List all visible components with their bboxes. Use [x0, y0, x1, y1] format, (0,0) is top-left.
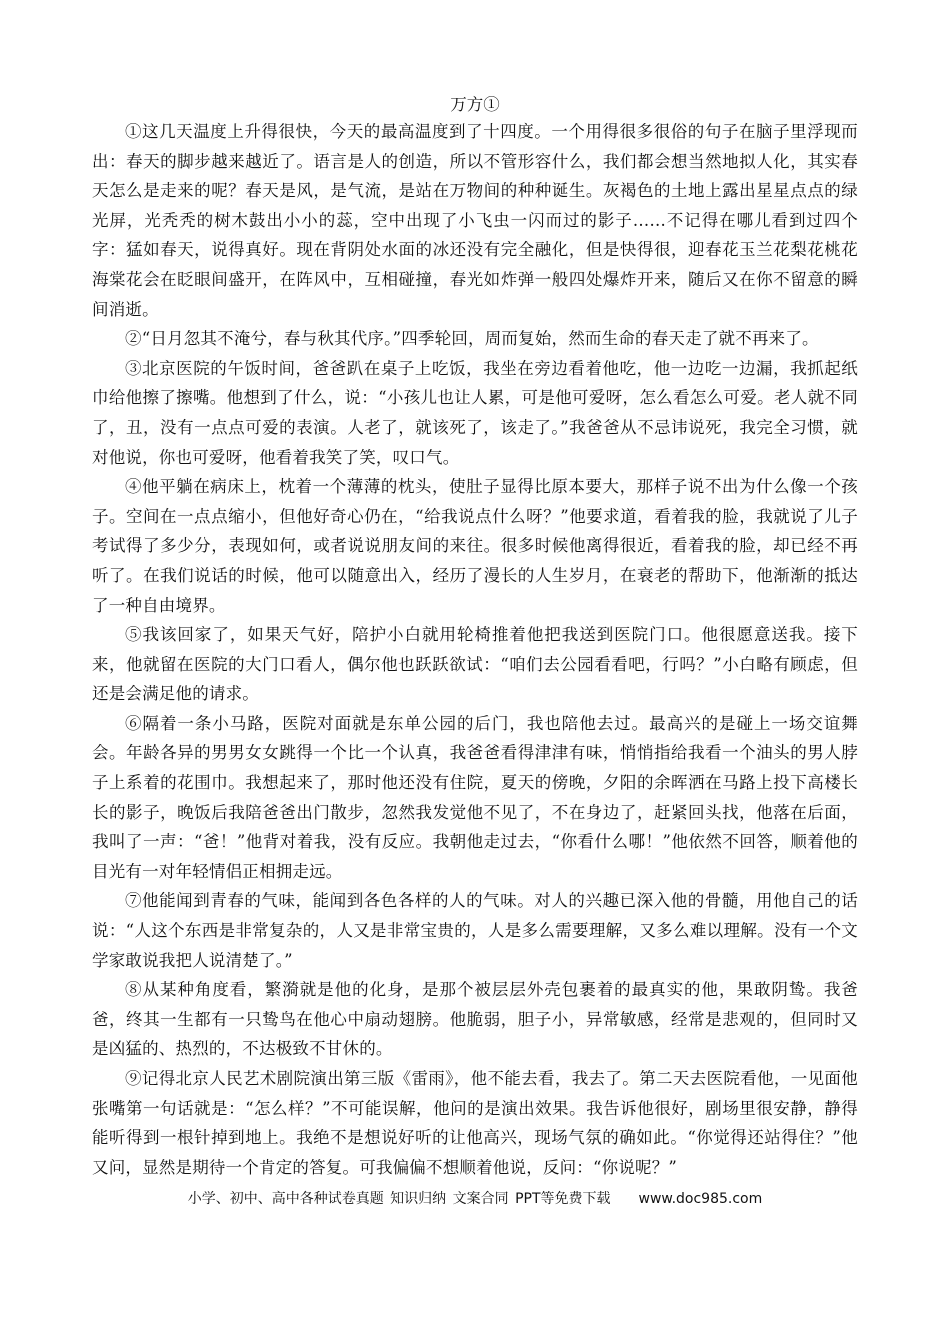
paragraph-4: ④他平躺在病床上，枕着一个薄薄的枕头，使肚子显得比原本要大，那样子说不出为什么像一个孩子。空间在一点点缩小，但他好奇心仍在，“给我说点什么呀？”他要求道，看着我的脸，我就说了儿子考试得了多少分，表现如何，或者说说朋友间的来往。很多时候他离得很近，看着我的脸，却已经不再听了。在我们说话的时候，他可以随意出入，经历了漫长的人生岁月，在衰老的帮助下，他渐渐的抵达了一种自由境界。	[92, 477, 858, 615]
paragraph-9: ⑨记得北京人民艺术剧院演出第三版《雷雨》，他不能去看，我去了。第二天去医院看他，一见面他张嘴第一句话就是：“怎么样？”不可能误解，他问的是演出效果。我告诉他很好，剧场里很安静，静得能听得到一根针掉到地上。我绝不是想说好听的让他高兴，现场气氛的确如此。“你觉得还站得住？”他又问，显然是期待一个肯定的答复。可我偏偏不想顺着他说，反问：“你说呢？”	[92, 1069, 858, 1177]
page-footer	[0, 1188, 950, 1210]
paragraph-7: ⑦他能闻到青春的气味，能闻到各色各样的人的气味。对人的兴趣已深入他的骨髓，用他自己的话说：“人这个东西是非常复杂的，人又是非常宝贵的，人是多么需要理解，又多么难以理解。没有一个文学家敢说我把人说清楚了。”	[92, 891, 858, 970]
article-body	[92, 117, 858, 1182]
paragraph-6: ⑥隔着一条小马路，医院对面就是东单公园的后门，我也陪他去过。最高兴的是碰上一场交谊舞会。年龄各异的男男女女跳得一个比一个认真，我爸爸看得津津有味，悄悄指给我看一个油头的男人脖子上系着的花围巾。我想起来了，那时他还没有住院，夏天的傍晚，夕阳的余晖洒在马路上投下高楼长长的影子，晚饭后我陪爸爸出门散步，忽然我发觉他不见了，不在身边了，赶紧回头找，他落在后面，我叫了一声：“爸！”他背对着我，没有反应。我朝他走过去，“你看什么哪！”他依然不回答，顺着他的目光有一对年轻情侣正相拥走远。	[92, 713, 858, 881]
article-title: 万方①	[450, 95, 500, 114]
paragraph-1: ①这几天温度上升得很快，今天的最高温度到了十四度。一个用得很多很俗的句子在脑子里浮现而出：春天的脚步越来越近了。语言是人的创造，所以不管形容什么，我们都会想当然地拟人化，其实春天怎么是走来的呢？春天是风，是气流，是站在万物间的种种诞生。灰褐色的土地上露出星星点点的绿光屏，光秃秃的树木鼓出小小的蕊，空中出现了小飞虫一闪而过的影子……不记得在哪儿看到过四个字：猛如春天，说得真好。现在背阴处水面的冰还没有完全融化，但是快得很，迎春花玉兰花梨花桃花海棠花会在眨眼间盛开，在阵风中，互相碰撞，春光如炸弹一般四处爆炸开来，随后又在你不留意的瞬间消逝。	[92, 122, 858, 319]
footer-url[interactable]: www.doc985.com	[638, 1191, 763, 1207]
paragraph-2: ②“日月忽其不淹兮，春与秋其代序。”四季轮回，周而复始，然而生命的春天走了就不再来了。	[125, 329, 819, 349]
paragraph-3: ③北京医院的午饭时间，爸爸趴在桌子上吃饭，我坐在旁边看着他吃，他一边吃一边漏，我抓起纸巾给他擦了擦嘴。他想到了什么，说：“小孩儿也让人累，可是他可爱呀，怎么看怎么可爱。老人就不同了，丑，没有一点点可爱的表演。人老了，就该死了，该走了。”我爸爸从不忌讳说死，我完全习惯，就对他说，你也可爱呀，他看着我笑了笑，叹口气。	[92, 358, 858, 467]
paragraph-8: ⑧从某种角度看，繁漪就是他的化身，是那个被层层外壳包裹着的最真实的他，果敢阴鸷。我爸爸，终其一生都有一只鸷鸟在他心中扇动翅膀。他脆弱，胆子小，异常敏感，经常是悲观的，但同时又是凶猛的、热烈的，不达极致不甘休的。	[92, 980, 858, 1059]
paragraph-5: ⑤我该回家了，如果天气好，陪护小白就用轮椅推着他把我送到医院门口。他很愿意送我。接下来，他就留在医院的大门口看人，偶尔他也跃跃欲试：“咱们去公园看看吧，行吗？”小白略有顾虑，但还是会满足他的请求。	[92, 625, 858, 704]
footer-text: 小学、初中、高中各种试卷真题 知识归纳 文案合同 PPT等免费下载	[187, 1191, 611, 1207]
